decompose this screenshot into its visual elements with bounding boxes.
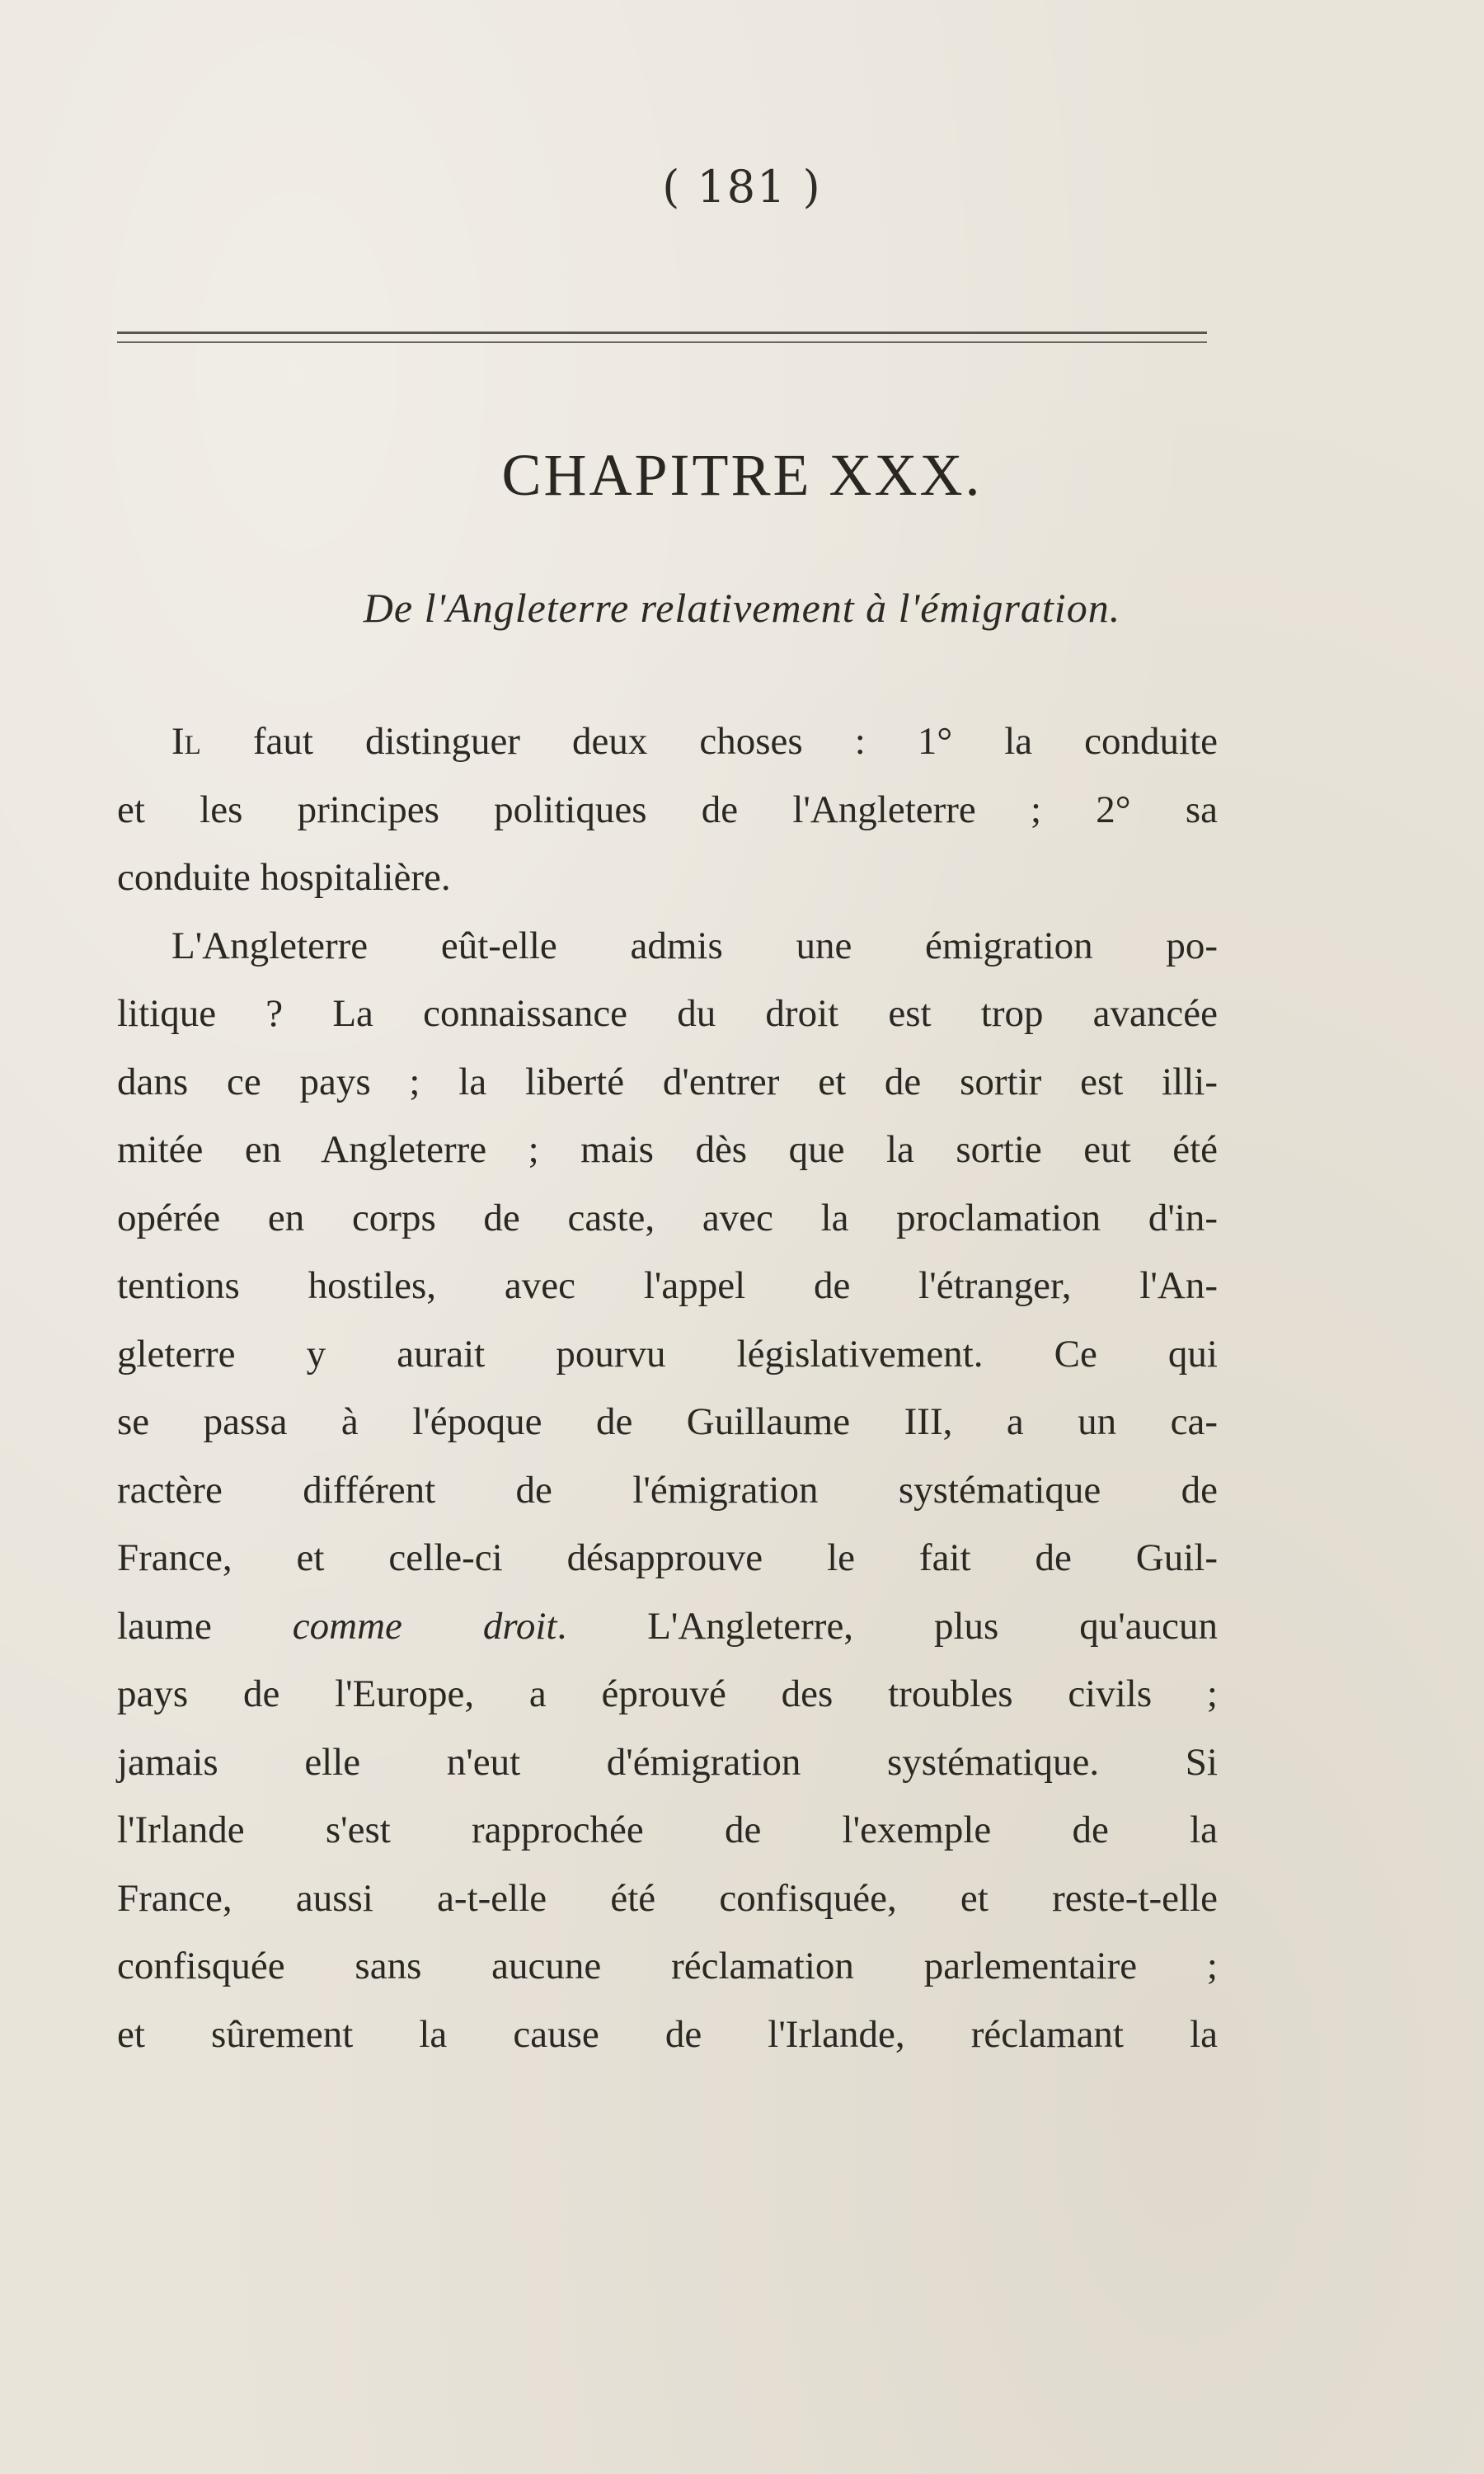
text-line: tentions hostiles, avec l'appel de l'étranger, l'An- [117,1264,1218,1307]
text-line: France, et celle-ci désapprouve le fait de Guil- [117,1536,1218,1579]
header-rule-bottom [117,341,1207,343]
text-line: gleterre y aurait pourvu législativement. Ce qui [117,1332,1218,1376]
text-line: ractère différent de l'émigration systématique de [117,1468,1218,1512]
text-line: L'Angleterre eût-elle admis une émigration po- [171,924,1218,967]
drop-word: Il [171,720,201,763]
text-line: mitée en Angleterre ; mais dès que la sortie eut été [117,1128,1218,1171]
text-line: l'Irlande s'est rapprochée de l'exemple de la [117,1808,1218,1851]
text-line: opérée en corps de caste, avec la proclamation d'in- [117,1196,1218,1239]
body-text [117,708,1218,2068]
text-line: pays de l'Europe, a éprouvé des troubles civils ; [117,1672,1218,1715]
text-line: jamais elle n'eut d'émigration systématique. Si [117,1740,1218,1784]
text-line: confisquée sans aucune réclamation parlementaire ; [117,1945,1218,1987]
line-text: . L'Angleterre, plus qu'aucun [556,1604,1218,1648]
text-line: France, aussi a-t-elle été confisquée, et reste-t-elle [117,1876,1218,1920]
line-text: faut distinguer deux choses : 1° la conduite [200,720,1218,763]
text-line: se passa à l'époque de Guillaume III, a un ca- [117,1400,1218,1443]
header-rule-top [117,332,1207,334]
text-line: dans ce pays ; la liberté d'entrer et de sortir est illi- [117,1060,1218,1103]
chapter-title: CHAPITRE XXX. [501,442,983,508]
text-line: litique ? La connaissance du droit est trop avancée [117,992,1218,1035]
chapter-subtitle: De l'Angleterre relativement à l'émigration. [363,585,1121,631]
text-line: et sûrement la cause de l'Irlande, réclamant la [117,2012,1218,2056]
text-line [117,1592,1218,1661]
italic-phrase: comme droit [292,1604,557,1648]
text-line [117,708,1218,776]
text-line: conduite hospitalière. [117,856,451,899]
page-number: ( 181 ) [662,161,822,213]
line-text: laume [117,1604,293,1648]
text-line: et les principes politiques de l'Angleterre ; 2° sa [117,788,1218,831]
